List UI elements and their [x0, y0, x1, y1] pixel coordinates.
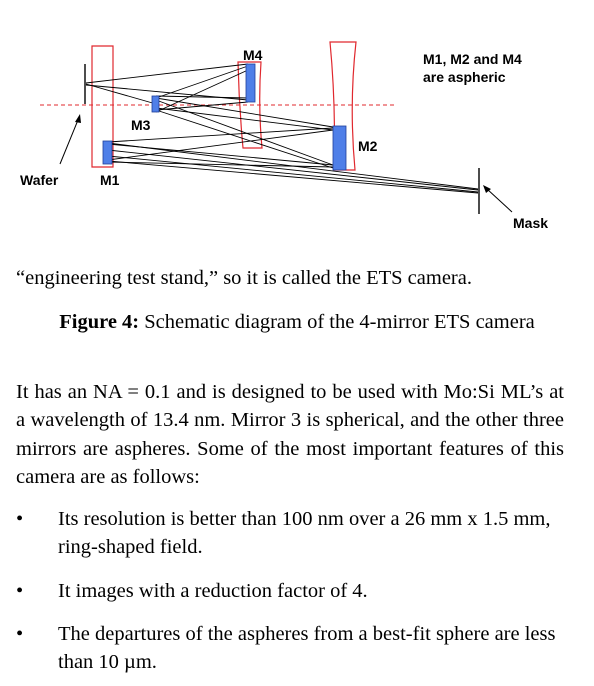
bullet-icon: • — [16, 623, 24, 645]
bullet-text: It images with a reduction factor of 4. — [58, 580, 368, 602]
lead-line: “engineering test stand,” so it is called the ETS camera. — [16, 267, 472, 289]
caption-label: Figure 4: — [59, 311, 140, 333]
label-wafer: Wafer — [20, 172, 59, 188]
mirror-m2 — [333, 126, 346, 170]
caption-text: Schematic diagram of the 4-mirror ETS camera — [139, 311, 535, 333]
ets-camera-schematic — [0, 0, 594, 250]
bullet-text: The departures of the aspheres from a best-fit sphere are less than 10 µm. — [58, 623, 556, 673]
mirror-m4 — [246, 64, 255, 102]
label-m3: M3 — [131, 117, 151, 133]
bullet-text: Its resolution is better than 100 nm over a 26 mm x 1.5 mm, ring-shaped field. — [58, 508, 551, 558]
figure-caption — [0, 309, 594, 336]
label-m1: M1 — [100, 172, 120, 188]
aspheric-note-line-2: are aspheric — [423, 69, 506, 85]
label-m4: M4 — [243, 47, 263, 63]
wafer-arrow — [60, 114, 81, 164]
mirror-m1 — [103, 141, 112, 164]
label-m2: M2 — [358, 138, 378, 154]
mask-arrow — [483, 185, 512, 212]
mirror-m3 — [152, 96, 159, 112]
bullet-icon: • — [16, 580, 24, 602]
aspheric-note-line-1: M1, M2 and M4 — [423, 51, 522, 67]
body-paragraph: It has an NA = 0.1 and is designed to be used with Mo:Si ML’s at a wavelength of 13.4 nm. Mirror 3 is spherical, and the other three mirrors are aspheres. Some of the most important features of this camera are as follows: — [16, 381, 564, 488]
label-mask: Mask — [513, 215, 549, 231]
bullet-icon: • — [16, 508, 24, 530]
